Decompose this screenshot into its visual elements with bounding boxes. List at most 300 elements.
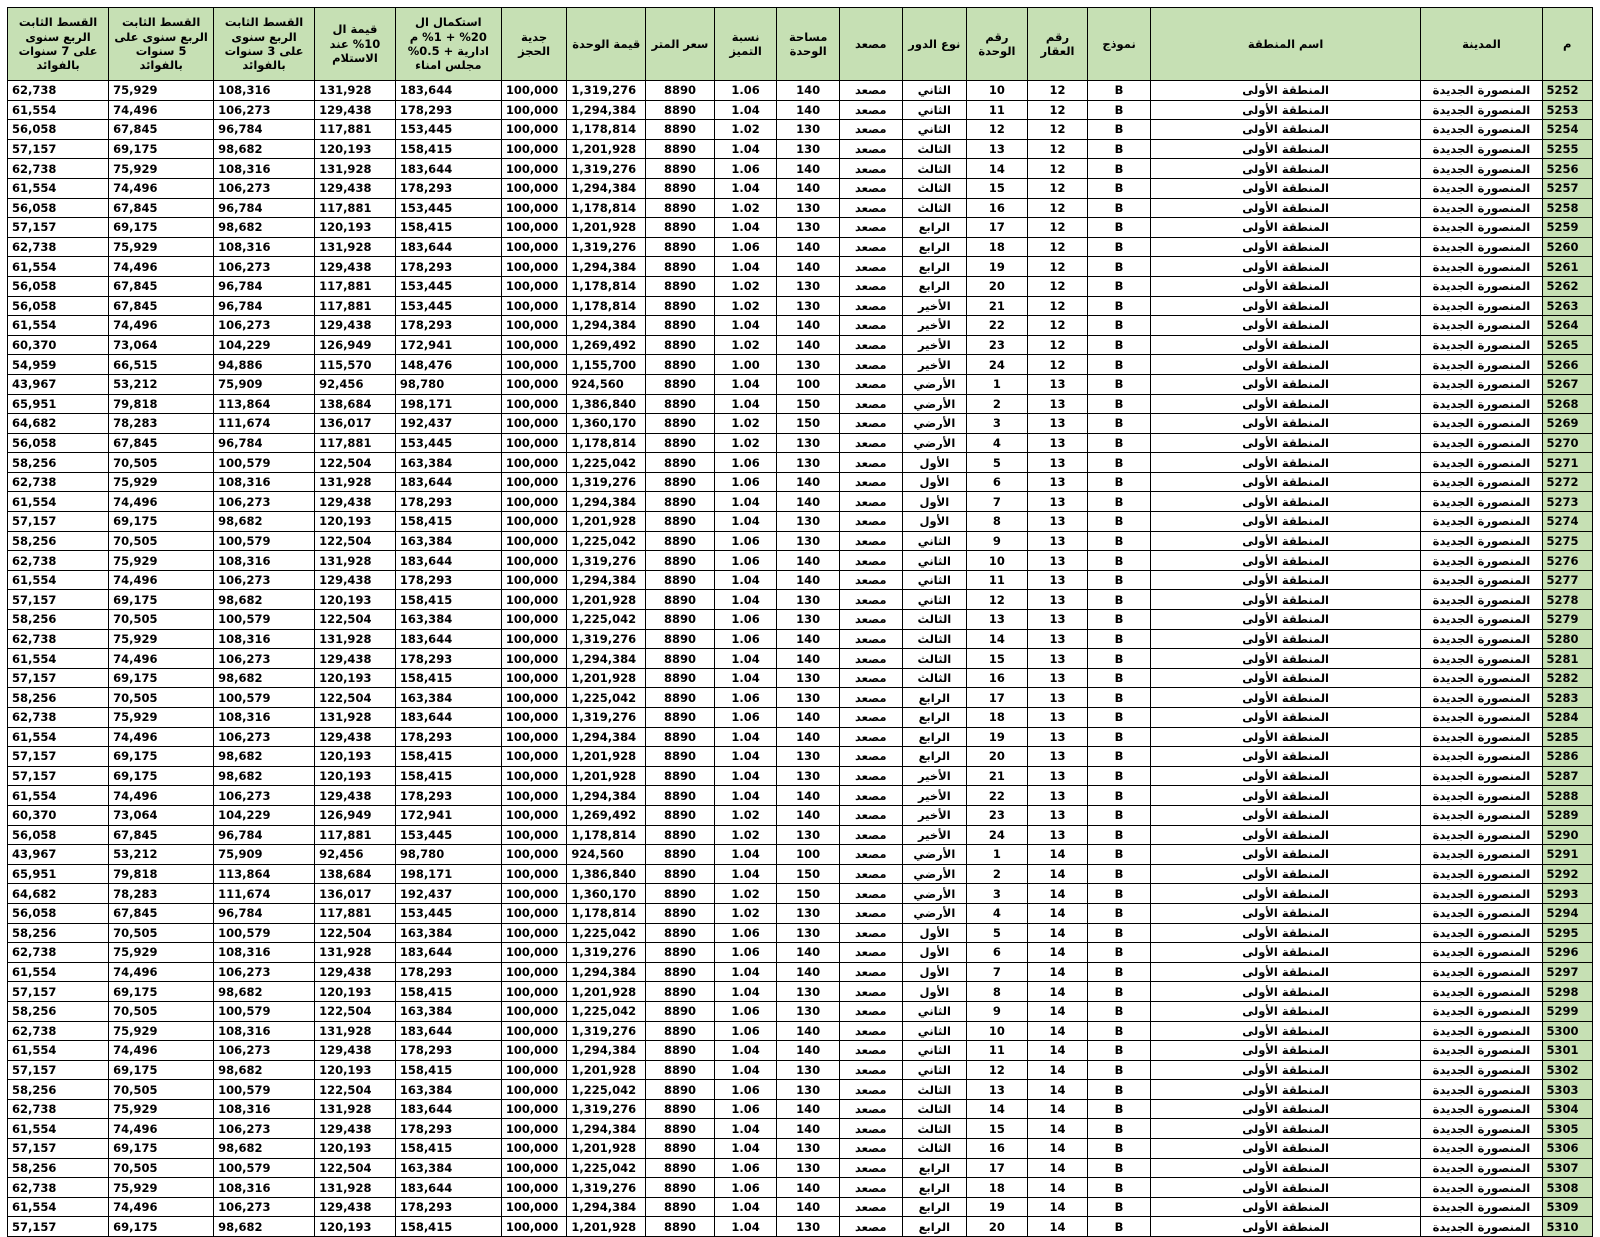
cell-zone: المنطقة الأولى <box>1150 512 1421 532</box>
cell-installment-3y: 106,273 <box>214 570 315 590</box>
cell-premium-ratio: 1.06 <box>714 923 777 943</box>
cell-unit-value: 1,201,928 <box>567 982 646 1002</box>
cell-unit-value: 1,319,276 <box>567 708 646 728</box>
cell-elevator: مصعد <box>839 492 902 512</box>
cell-zone: المنطقة الأولى <box>1150 531 1421 551</box>
cell-booking-deposit: 100,000 <box>501 492 567 512</box>
cell-booking-deposit: 100,000 <box>501 629 567 649</box>
cell-zone: المنطقة الأولى <box>1150 335 1421 355</box>
cell-unit-no: 9 <box>967 531 1028 551</box>
cell-unit-no: 4 <box>967 903 1028 923</box>
cell-unit-no: 20 <box>967 276 1028 296</box>
cell-installment-7y: 64,682 <box>8 884 109 904</box>
cell-installment-7y: 43,967 <box>8 374 109 394</box>
cell-elevator: مصعد <box>839 453 902 473</box>
cell-meter-price: 8890 <box>646 374 715 394</box>
cell-installment-7y: 57,157 <box>8 590 109 610</box>
cell-model: B <box>1088 316 1151 336</box>
cell-unit-value: 1,294,384 <box>567 178 646 198</box>
cell-premium-ratio: 1.04 <box>714 786 777 806</box>
cell-building-no: 13 <box>1027 649 1088 669</box>
cell-installment-3y: 100,579 <box>214 1158 315 1178</box>
cell-installment-5y: 53,212 <box>109 845 214 865</box>
cell-handover-10pct: 120,193 <box>315 1060 396 1080</box>
cell-booking-deposit: 100,000 <box>501 1001 567 1021</box>
cell-completion-20pct: 98,780 <box>395 374 501 394</box>
cell-installment-5y: 69,175 <box>109 1139 214 1159</box>
cell-zone: المنطقة الأولى <box>1150 198 1421 218</box>
cell-booking-deposit: 100,000 <box>501 747 567 767</box>
cell-booking-deposit: 100,000 <box>501 531 567 551</box>
cell-city: المنصورة الجديدة <box>1421 766 1542 786</box>
cell-city: المنصورة الجديدة <box>1421 805 1542 825</box>
cell-building-no: 12 <box>1027 237 1088 257</box>
cell-meter-price: 8890 <box>646 414 715 434</box>
cell-floor-type: الرابع <box>902 747 967 767</box>
cell-city: المنصورة الجديدة <box>1421 1119 1542 1139</box>
cell-city: المنصورة الجديدة <box>1421 1021 1542 1041</box>
cell-completion-20pct: 158,415 <box>395 982 501 1002</box>
cell-index: 5306 <box>1542 1139 1592 1159</box>
cell-elevator: مصعد <box>839 629 902 649</box>
cell-index: 5279 <box>1542 610 1592 630</box>
cell-index: 5268 <box>1542 394 1592 414</box>
cell-model: B <box>1088 276 1151 296</box>
cell-elevator: مصعد <box>839 903 902 923</box>
cell-elevator: مصعد <box>839 1217 902 1237</box>
header-col-installment-7y: القسط الثابت الربع سنوى على 7 سنوات بالفوائد <box>8 8 109 81</box>
cell-unit-value: 1,294,384 <box>567 727 646 747</box>
cell-index: 5277 <box>1542 570 1592 590</box>
cell-installment-3y: 108,316 <box>214 81 315 101</box>
cell-model: B <box>1088 1119 1151 1139</box>
cell-index: 5276 <box>1542 551 1592 571</box>
table-row <box>8 453 1593 473</box>
cell-building-no: 13 <box>1027 453 1088 473</box>
cell-installment-5y: 79,818 <box>109 864 214 884</box>
cell-premium-ratio: 1.04 <box>714 747 777 767</box>
cell-completion-20pct: 178,293 <box>395 570 501 590</box>
cell-installment-3y: 98,682 <box>214 668 315 688</box>
cell-meter-price: 8890 <box>646 943 715 963</box>
cell-premium-ratio: 1.04 <box>714 590 777 610</box>
cell-unit-no: 13 <box>967 610 1028 630</box>
cell-model: B <box>1088 1139 1151 1159</box>
cell-premium-ratio: 1.04 <box>714 316 777 336</box>
cell-unit-area: 130 <box>777 923 840 943</box>
cell-booking-deposit: 100,000 <box>501 903 567 923</box>
cell-unit-no: 16 <box>967 1139 1028 1159</box>
header-col-index: م <box>1542 8 1592 81</box>
cell-model: B <box>1088 1197 1151 1217</box>
cell-model: B <box>1088 610 1151 630</box>
cell-installment-5y: 74,496 <box>109 1041 214 1061</box>
cell-city: المنصورة الجديدة <box>1421 1139 1542 1159</box>
cell-installment-3y: 96,784 <box>214 276 315 296</box>
cell-unit-value: 1,201,928 <box>567 512 646 532</box>
cell-unit-no: 24 <box>967 825 1028 845</box>
cell-completion-20pct: 158,415 <box>395 1217 501 1237</box>
cell-zone: المنطقة الأولى <box>1150 747 1421 767</box>
cell-floor-type: الأول <box>902 472 967 492</box>
cell-unit-no: 20 <box>967 1217 1028 1237</box>
header-col-elevator: مصعد <box>839 8 902 81</box>
table-row <box>8 903 1593 923</box>
cell-installment-3y: 108,316 <box>214 237 315 257</box>
cell-floor-type: الثالث <box>902 159 967 179</box>
cell-unit-no: 19 <box>967 1197 1028 1217</box>
cell-premium-ratio: 1.02 <box>714 296 777 316</box>
cell-floor-type: الأخير <box>902 825 967 845</box>
cell-elevator: مصعد <box>839 668 902 688</box>
cell-index: 5269 <box>1542 414 1592 434</box>
cell-installment-5y: 67,845 <box>109 825 214 845</box>
cell-index: 5266 <box>1542 355 1592 375</box>
cell-premium-ratio: 1.06 <box>714 472 777 492</box>
cell-city: المنصورة الجديدة <box>1421 100 1542 120</box>
cell-handover-10pct: 120,193 <box>315 766 396 786</box>
cell-handover-10pct: 117,881 <box>315 276 396 296</box>
cell-index: 5284 <box>1542 708 1592 728</box>
cell-installment-7y: 60,370 <box>8 335 109 355</box>
cell-completion-20pct: 183,644 <box>395 81 501 101</box>
cell-city: المنصورة الجديدة <box>1421 335 1542 355</box>
cell-index: 5296 <box>1542 943 1592 963</box>
cell-premium-ratio: 1.06 <box>714 531 777 551</box>
cell-installment-5y: 75,929 <box>109 81 214 101</box>
cell-installment-3y: 106,273 <box>214 649 315 669</box>
cell-unit-area: 140 <box>777 81 840 101</box>
table-row <box>8 727 1593 747</box>
cell-unit-value: 1,360,170 <box>567 884 646 904</box>
cell-completion-20pct: 158,415 <box>395 218 501 238</box>
cell-elevator: مصعد <box>839 727 902 747</box>
cell-meter-price: 8890 <box>646 1197 715 1217</box>
cell-city: المنصورة الجديدة <box>1421 727 1542 747</box>
cell-model: B <box>1088 374 1151 394</box>
cell-handover-10pct: 129,438 <box>315 570 396 590</box>
cell-building-no: 14 <box>1027 884 1088 904</box>
cell-building-no: 12 <box>1027 257 1088 277</box>
cell-meter-price: 8890 <box>646 1041 715 1061</box>
cell-unit-value: 1,319,276 <box>567 81 646 101</box>
table-row <box>8 218 1593 238</box>
header-col-city: المدينة <box>1421 8 1542 81</box>
cell-unit-area: 130 <box>777 590 840 610</box>
cell-index: 5299 <box>1542 1001 1592 1021</box>
header-col-unit-no: رقم الوحدة <box>967 8 1028 81</box>
cell-building-no: 13 <box>1027 727 1088 747</box>
cell-unit-area: 140 <box>777 1021 840 1041</box>
cell-index: 5289 <box>1542 805 1592 825</box>
cell-floor-type: الأرضي <box>902 864 967 884</box>
cell-model: B <box>1088 139 1151 159</box>
cell-model: B <box>1088 805 1151 825</box>
cell-index: 5300 <box>1542 1021 1592 1041</box>
cell-handover-10pct: 92,456 <box>315 845 396 865</box>
cell-premium-ratio: 1.06 <box>714 943 777 963</box>
cell-installment-3y: 106,273 <box>214 727 315 747</box>
cell-floor-type: الثالث <box>902 649 967 669</box>
cell-installment-5y: 74,496 <box>109 316 214 336</box>
cell-installment-3y: 98,682 <box>214 590 315 610</box>
cell-zone: المنطقة الأولى <box>1150 1060 1421 1080</box>
cell-elevator: مصعد <box>839 1021 902 1041</box>
cell-meter-price: 8890 <box>646 923 715 943</box>
cell-unit-no: 4 <box>967 433 1028 453</box>
cell-completion-20pct: 178,293 <box>395 1197 501 1217</box>
cell-floor-type: الثاني <box>902 120 967 140</box>
cell-completion-20pct: 148,476 <box>395 355 501 375</box>
cell-elevator: مصعد <box>839 257 902 277</box>
cell-installment-7y: 61,554 <box>8 727 109 747</box>
cell-elevator: مصعد <box>839 198 902 218</box>
cell-meter-price: 8890 <box>646 296 715 316</box>
cell-installment-3y: 100,579 <box>214 531 315 551</box>
cell-unit-no: 13 <box>967 139 1028 159</box>
cell-model: B <box>1088 1158 1151 1178</box>
cell-building-no: 12 <box>1027 100 1088 120</box>
cell-zone: المنطقة الأولى <box>1150 237 1421 257</box>
cell-completion-20pct: 158,415 <box>395 668 501 688</box>
cell-installment-3y: 108,316 <box>214 159 315 179</box>
cell-zone: المنطقة الأولى <box>1150 1158 1421 1178</box>
cell-model: B <box>1088 198 1151 218</box>
cell-unit-no: 8 <box>967 982 1028 1002</box>
cell-unit-area: 150 <box>777 864 840 884</box>
cell-completion-20pct: 192,437 <box>395 414 501 434</box>
cell-unit-no: 23 <box>967 805 1028 825</box>
cell-installment-5y: 75,929 <box>109 943 214 963</box>
cell-booking-deposit: 100,000 <box>501 943 567 963</box>
cell-building-no: 13 <box>1027 688 1088 708</box>
cell-floor-type: الثالث <box>902 1139 967 1159</box>
cell-handover-10pct: 122,504 <box>315 1158 396 1178</box>
cell-unit-value: 1,225,042 <box>567 923 646 943</box>
cell-index: 5264 <box>1542 316 1592 336</box>
table-row <box>8 649 1593 669</box>
cell-premium-ratio: 1.06 <box>714 1099 777 1119</box>
cell-zone: المنطقة الأولى <box>1150 1178 1421 1198</box>
cell-unit-value: 1,294,384 <box>567 100 646 120</box>
cell-city: المنصورة الجديدة <box>1421 884 1542 904</box>
table-row <box>8 590 1593 610</box>
cell-unit-value: 1,225,042 <box>567 531 646 551</box>
cell-unit-area: 150 <box>777 884 840 904</box>
cell-installment-3y: 96,784 <box>214 903 315 923</box>
cell-city: المنصورة الجديدة <box>1421 590 1542 610</box>
cell-building-no: 14 <box>1027 1139 1088 1159</box>
cell-handover-10pct: 129,438 <box>315 962 396 982</box>
cell-meter-price: 8890 <box>646 178 715 198</box>
cell-completion-20pct: 178,293 <box>395 100 501 120</box>
cell-model: B <box>1088 649 1151 669</box>
cell-meter-price: 8890 <box>646 257 715 277</box>
cell-city: المنصورة الجديدة <box>1421 198 1542 218</box>
cell-unit-area: 130 <box>777 276 840 296</box>
cell-handover-10pct: 129,438 <box>315 100 396 120</box>
cell-unit-no: 7 <box>967 492 1028 512</box>
cell-installment-5y: 74,496 <box>109 649 214 669</box>
cell-city: المنصورة الجديدة <box>1421 1197 1542 1217</box>
cell-premium-ratio: 1.06 <box>714 1080 777 1100</box>
cell-unit-area: 140 <box>777 335 840 355</box>
cell-unit-value: 1,178,814 <box>567 276 646 296</box>
cell-index: 5258 <box>1542 198 1592 218</box>
cell-index: 5261 <box>1542 257 1592 277</box>
cell-booking-deposit: 100,000 <box>501 668 567 688</box>
cell-handover-10pct: 131,928 <box>315 472 396 492</box>
cell-floor-type: الرابع <box>902 708 967 728</box>
cell-installment-3y: 106,273 <box>214 1119 315 1139</box>
cell-installment-3y: 108,316 <box>214 1178 315 1198</box>
cell-handover-10pct: 131,928 <box>315 943 396 963</box>
cell-index: 5283 <box>1542 688 1592 708</box>
cell-zone: المنطقة الأولى <box>1150 120 1421 140</box>
cell-zone: المنطقة الأولى <box>1150 610 1421 630</box>
cell-booking-deposit: 100,000 <box>501 1158 567 1178</box>
cell-booking-deposit: 100,000 <box>501 296 567 316</box>
cell-installment-5y: 67,845 <box>109 903 214 923</box>
cell-zone: المنطقة الأولى <box>1150 786 1421 806</box>
cell-floor-type: الأرضي <box>902 394 967 414</box>
cell-installment-7y: 58,256 <box>8 1080 109 1100</box>
cell-installment-7y: 56,058 <box>8 120 109 140</box>
cell-floor-type: الأول <box>902 962 967 982</box>
cell-zone: المنطقة الأولى <box>1150 453 1421 473</box>
cell-unit-value: 1,178,814 <box>567 433 646 453</box>
cell-premium-ratio: 1.04 <box>714 649 777 669</box>
cell-completion-20pct: 183,644 <box>395 237 501 257</box>
cell-unit-value: 1,319,276 <box>567 159 646 179</box>
cell-booking-deposit: 100,000 <box>501 551 567 571</box>
cell-city: المنصورة الجديدة <box>1421 237 1542 257</box>
cell-building-no: 13 <box>1027 747 1088 767</box>
cell-installment-3y: 96,784 <box>214 433 315 453</box>
table-row <box>8 531 1593 551</box>
cell-city: المنصورة الجديدة <box>1421 688 1542 708</box>
cell-building-no: 12 <box>1027 81 1088 101</box>
cell-building-no: 12 <box>1027 159 1088 179</box>
cell-handover-10pct: 122,504 <box>315 688 396 708</box>
cell-completion-20pct: 178,293 <box>395 1119 501 1139</box>
cell-completion-20pct: 158,415 <box>395 139 501 159</box>
cell-completion-20pct: 178,293 <box>395 962 501 982</box>
cell-installment-3y: 94,886 <box>214 355 315 375</box>
cell-unit-area: 130 <box>777 747 840 767</box>
cell-completion-20pct: 183,644 <box>395 472 501 492</box>
cell-installment-3y: 98,682 <box>214 139 315 159</box>
cell-floor-type: الأول <box>902 492 967 512</box>
cell-unit-no: 17 <box>967 218 1028 238</box>
table-row <box>8 864 1593 884</box>
cell-unit-no: 14 <box>967 629 1028 649</box>
cell-installment-3y: 106,273 <box>214 316 315 336</box>
cell-city: المنصورة الجديدة <box>1421 492 1542 512</box>
cell-floor-type: الأرضي <box>902 414 967 434</box>
cell-installment-3y: 100,579 <box>214 688 315 708</box>
cell-handover-10pct: 117,881 <box>315 120 396 140</box>
table-row <box>8 1139 1593 1159</box>
table-row <box>8 1119 1593 1139</box>
cell-unit-no: 15 <box>967 178 1028 198</box>
cell-elevator: مصعد <box>839 551 902 571</box>
cell-model: B <box>1088 570 1151 590</box>
cell-meter-price: 8890 <box>646 708 715 728</box>
cell-meter-price: 8890 <box>646 845 715 865</box>
cell-building-no: 13 <box>1027 668 1088 688</box>
cell-booking-deposit: 100,000 <box>501 1021 567 1041</box>
cell-city: المنصورة الجديدة <box>1421 1060 1542 1080</box>
cell-index: 5307 <box>1542 1158 1592 1178</box>
cell-completion-20pct: 178,293 <box>395 316 501 336</box>
table-row <box>8 237 1593 257</box>
cell-installment-3y: 96,784 <box>214 198 315 218</box>
cell-building-no: 14 <box>1027 903 1088 923</box>
cell-building-no: 13 <box>1027 570 1088 590</box>
cell-completion-20pct: 158,415 <box>395 1060 501 1080</box>
cell-elevator: مصعد <box>839 159 902 179</box>
cell-zone: المنطقة الأولى <box>1150 374 1421 394</box>
cell-installment-7y: 62,738 <box>8 472 109 492</box>
cell-floor-type: الرابع <box>902 237 967 257</box>
cell-index: 5301 <box>1542 1041 1592 1061</box>
cell-elevator: مصعد <box>839 433 902 453</box>
cell-installment-5y: 69,175 <box>109 1217 214 1237</box>
cell-installment-3y: 100,579 <box>214 923 315 943</box>
table-row <box>8 1099 1593 1119</box>
cell-city: المنصورة الجديدة <box>1421 296 1542 316</box>
table-row <box>8 786 1593 806</box>
cell-meter-price: 8890 <box>646 903 715 923</box>
cell-unit-no: 16 <box>967 668 1028 688</box>
cell-unit-area: 130 <box>777 120 840 140</box>
cell-model: B <box>1088 100 1151 120</box>
cell-unit-area: 130 <box>777 453 840 473</box>
cell-installment-3y: 111,674 <box>214 884 315 904</box>
table-row <box>8 825 1593 845</box>
cell-booking-deposit: 100,000 <box>501 766 567 786</box>
cell-unit-no: 12 <box>967 1060 1028 1080</box>
cell-model: B <box>1088 786 1151 806</box>
cell-premium-ratio: 1.06 <box>714 237 777 257</box>
cell-installment-3y: 98,682 <box>214 512 315 532</box>
cell-model: B <box>1088 433 1151 453</box>
cell-installment-7y: 58,256 <box>8 453 109 473</box>
cell-zone: المنطقة الأولى <box>1150 178 1421 198</box>
cell-floor-type: الرابع <box>902 257 967 277</box>
cell-installment-5y: 75,929 <box>109 237 214 257</box>
cell-unit-value: 1,319,276 <box>567 1178 646 1198</box>
cell-completion-20pct: 178,293 <box>395 786 501 806</box>
cell-handover-10pct: 120,193 <box>315 982 396 1002</box>
cell-handover-10pct: 136,017 <box>315 414 396 434</box>
cell-unit-value: 1,319,276 <box>567 1099 646 1119</box>
cell-unit-no: 17 <box>967 688 1028 708</box>
cell-meter-price: 8890 <box>646 492 715 512</box>
cell-unit-no: 21 <box>967 766 1028 786</box>
table-row <box>8 1021 1593 1041</box>
cell-unit-area: 130 <box>777 296 840 316</box>
cell-floor-type: الأخير <box>902 786 967 806</box>
cell-floor-type: الثالث <box>902 198 967 218</box>
cell-city: المنصورة الجديدة <box>1421 982 1542 1002</box>
cell-installment-7y: 58,256 <box>8 923 109 943</box>
cell-premium-ratio: 1.04 <box>714 1139 777 1159</box>
cell-zone: المنطقة الأولى <box>1150 845 1421 865</box>
cell-booking-deposit: 100,000 <box>501 159 567 179</box>
cell-booking-deposit: 100,000 <box>501 727 567 747</box>
